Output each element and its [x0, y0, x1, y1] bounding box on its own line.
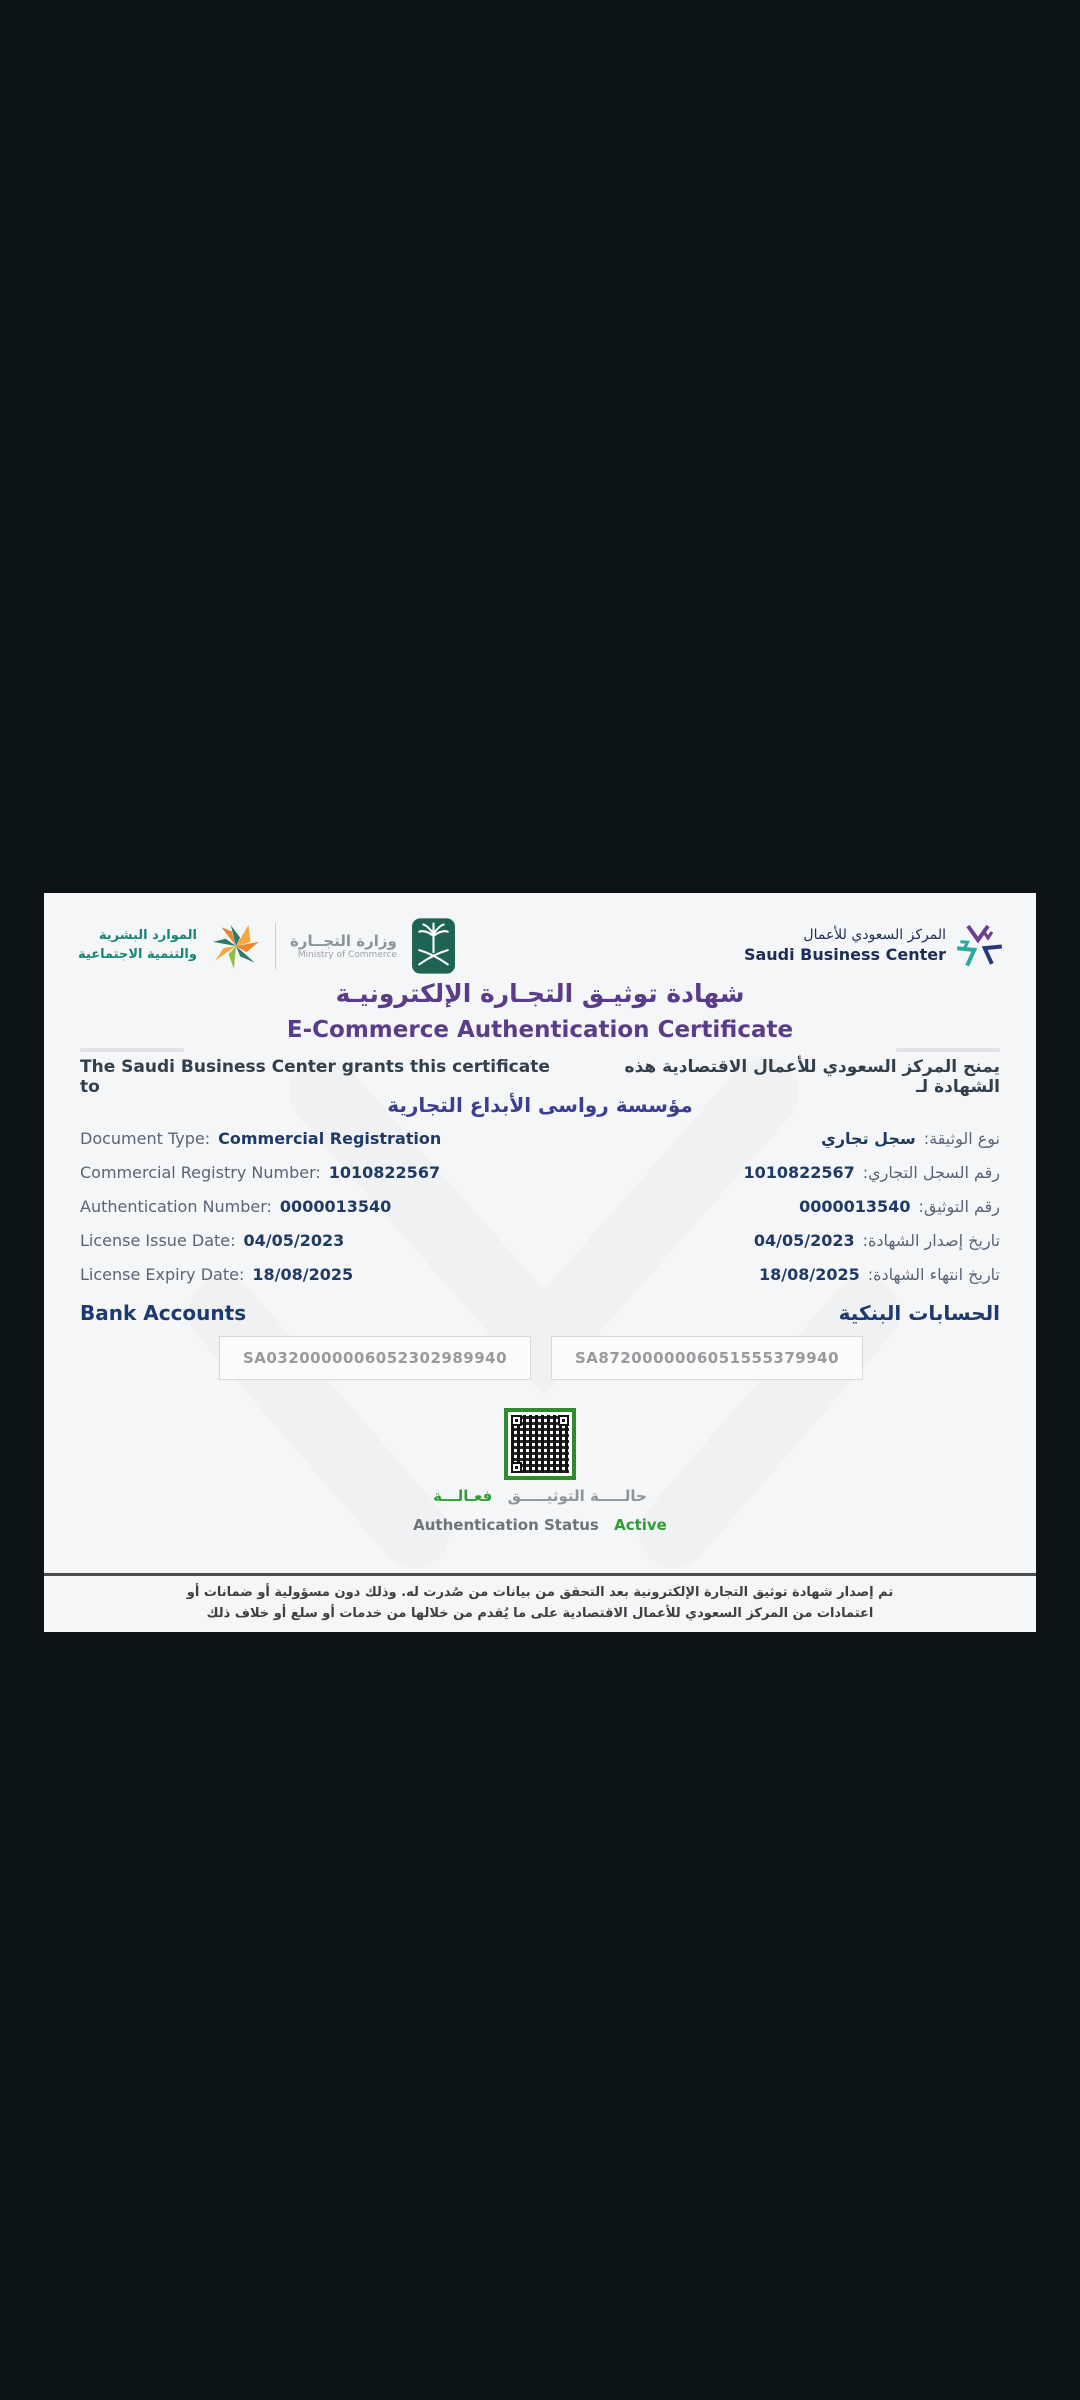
sbc-logo-group: [744, 921, 1002, 971]
field-label-en: License Issue Date:: [80, 1230, 236, 1250]
qr-finder-icon: [511, 1462, 522, 1473]
certificate-fields: [80, 1121, 1000, 1291]
hrsd-name-line1: الموارد البشرية: [98, 928, 197, 944]
disclaimer-line-1: تم إصدار شهادة توثيق التجارة الإلكترونية بعد التحقق من بيانات من صُدرت له. وذلك دون مسؤولية أو ضمانات أو: [186, 1585, 894, 1601]
certificate-card: [44, 893, 1036, 1632]
field-label-en: License Expiry Date:: [80, 1264, 245, 1284]
authentication-status-english: [44, 1516, 1036, 1534]
disclaimer-line-2: اعتمادات من المركز السعودي للأعمال الاقتصادية على ما يُقدم من خلالها من خدمات أو سلع أو خلاف ذلك: [206, 1606, 874, 1621]
field-label-en: Document Type:: [80, 1128, 211, 1148]
field-value-ar: 18/08/2025: [759, 1264, 860, 1284]
field-label-ar: تاريخ انتهاء الشهادة:: [867, 1264, 1000, 1284]
field-value-en: 04/05/2023: [243, 1230, 345, 1250]
field-row-registry-number: [80, 1155, 1000, 1189]
hrsd-logo-text: [78, 927, 197, 965]
field-label-en: Authentication Number:: [80, 1196, 272, 1216]
decorative-dash-right: [896, 1048, 1000, 1052]
field-row-document-type: [80, 1121, 1000, 1155]
company-name: مؤسسة رواسى الأبداع التجارية: [387, 1093, 693, 1117]
moc-english-name: Ministry of Commerce: [297, 949, 397, 960]
field-value-ar: 0000013540: [799, 1196, 911, 1216]
field-label-ar: نوع الوثيقة:: [923, 1128, 1000, 1148]
sbc-logo-icon: [956, 921, 1002, 971]
certificate-header: [78, 911, 1002, 981]
field-row-issue-date: [80, 1223, 1000, 1257]
status-value-en: Active: [614, 1516, 667, 1534]
qr-finder-icon: [511, 1415, 522, 1426]
grant-statement-row: [80, 1057, 1000, 1097]
status-value-ar: فعـالـــة: [433, 1487, 493, 1505]
bank-accounts-heading-english: Bank Accounts: [80, 1301, 247, 1325]
grant-statement-english: The Saudi Business Center grants this certificate to: [80, 1057, 550, 1097]
moc-logo-text: [290, 932, 397, 961]
qr-code: [504, 1408, 576, 1480]
sbc-logo-text: [744, 927, 946, 965]
field-label-en: Commercial Registry Number:: [80, 1162, 321, 1182]
status-label-en: Authentication Status: [413, 1516, 599, 1534]
moc-arabic-name: وزارة التجــارة: [289, 931, 397, 950]
hrsd-star-icon: [211, 921, 261, 971]
bank-accounts-heading-row: [80, 1301, 1000, 1325]
bank-account-iban-1: SA0320000006052302989940: [219, 1336, 531, 1380]
bank-accounts-heading-arabic: الحسابات البنكية: [838, 1301, 1000, 1325]
field-value-en: 0000013540: [279, 1196, 392, 1216]
field-value-ar: 1010822567: [743, 1162, 855, 1182]
decorative-dash-left: [80, 1048, 184, 1052]
moc-emblem-icon: [411, 917, 456, 975]
field-row-expiry-date: [80, 1257, 1000, 1291]
sbc-english-name: Saudi Business Center: [743, 944, 946, 964]
field-label-ar: تاريخ إصدار الشهادة:: [862, 1230, 1000, 1250]
certificate-disclaimer: [44, 1573, 1036, 1632]
field-value-en: 18/08/2025: [252, 1264, 354, 1284]
certificate-title-arabic: شهادة توثيـق التجـارة الإلكترونيـة: [335, 979, 745, 1008]
field-label-ar: رقم السجل التجاري:: [862, 1162, 1000, 1182]
field-value-en: Commercial Registration: [218, 1128, 442, 1148]
field-value-ar: سجل تجاري: [821, 1128, 916, 1148]
grant-statement-arabic: يمنح المركز السعودي للأعمال الاقتصادية هذه الشهادة لـ: [624, 1057, 1000, 1097]
field-label-ar: رقم التوثيق:: [918, 1196, 1000, 1216]
field-value-ar: 04/05/2023: [753, 1230, 855, 1250]
field-value-en: 1010822567: [328, 1162, 441, 1182]
qr-pattern: [511, 1415, 569, 1473]
certificate-title-english: E-Commerce Authentication Certificate: [286, 1017, 794, 1043]
status-label-ar: حالـــــة التوثيـــــق: [507, 1487, 647, 1505]
field-row-authentication-number: [80, 1189, 1000, 1223]
bank-account-iban-2: SA8720000006051555379940: [551, 1336, 863, 1380]
logo-divider: [275, 923, 276, 969]
sbc-arabic-name: المركز السعودي للأعمال: [803, 927, 946, 944]
authentication-status-arabic: [44, 1487, 1036, 1505]
qr-finder-icon: [558, 1415, 569, 1426]
left-logo-group: [78, 917, 456, 975]
hrsd-name-line2: والتنمية الاجتماعية: [78, 947, 197, 962]
